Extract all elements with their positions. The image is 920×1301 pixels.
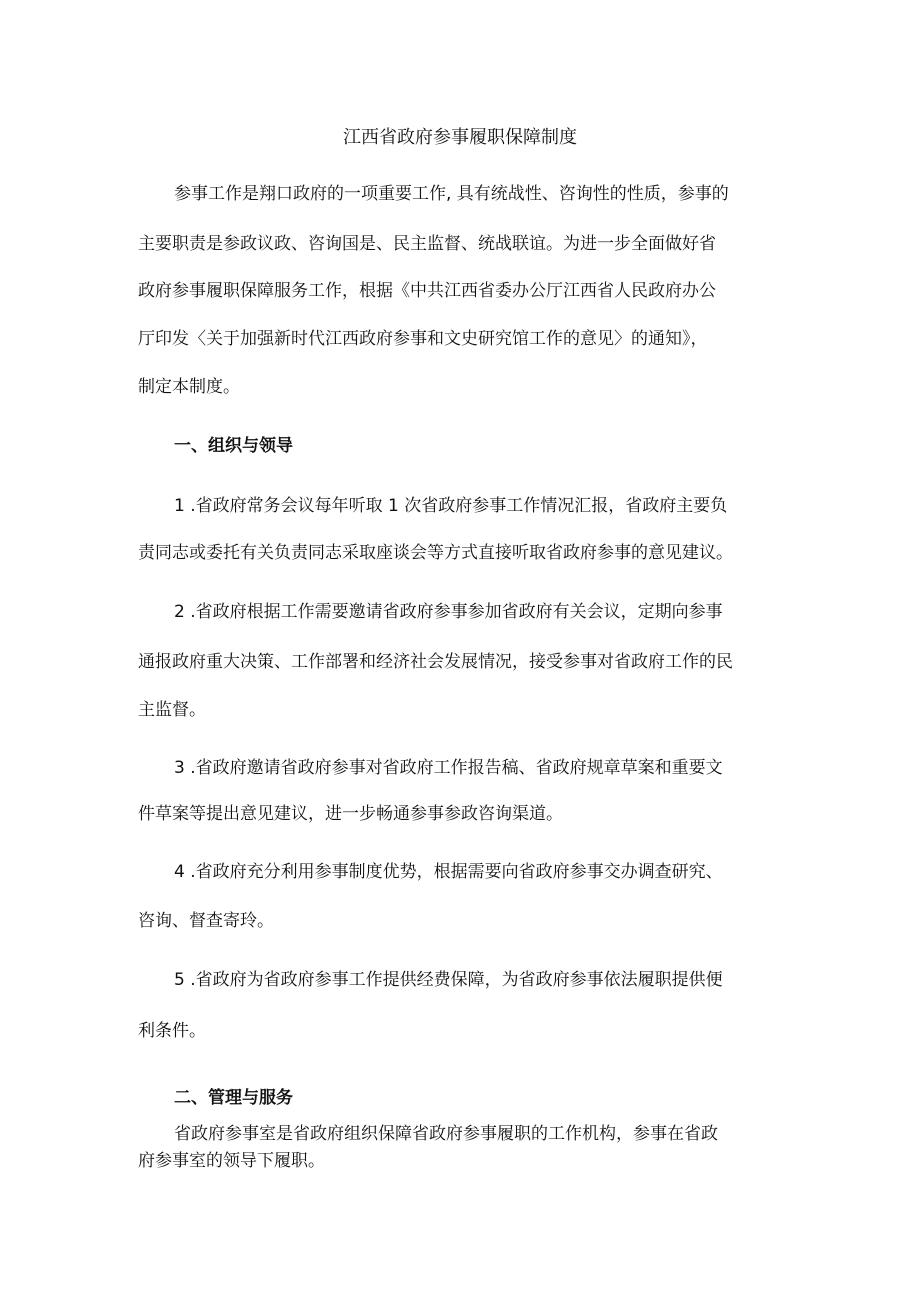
list-item-line: 通报政府重大决策、工作部署和经济社会发展情况，接受参事对省政府工作的民	[138, 652, 733, 672]
paragraph-line: 省政府参事室是省政府组织保障省政府参事履职的工作机构，参事在省政	[174, 1124, 718, 1144]
list-item-line: 1 .省政府常务会议每年听取 1 次省政府参事工作情况汇报，省政府主要负	[174, 496, 728, 516]
intro-line: 制定本制度。	[138, 377, 240, 397]
list-item-line: 主监督。	[138, 700, 206, 720]
list-item-line: 5 .省政府为省政府参事工作提供经费保障，为省政府参事依法履职提供便	[174, 970, 723, 990]
section-heading: 二、管理与服务	[174, 1088, 293, 1108]
section-heading: 一、组织与领导	[174, 436, 293, 456]
list-item-line: 咨询、督查寄玲。	[138, 911, 274, 931]
list-item-line: 3 .省政府邀请省政府参事对省政府工作报告稿、省政府规章草案和重要文	[174, 758, 723, 778]
intro-line: 厅印发〈关于加强新时代江西政府参事和文史研究馆工作的意见〉的通知》，	[138, 329, 708, 349]
intro-line: 政府参事履职保障服务工作，根据《中共江西省委办公厅江西省人民政府办公	[138, 281, 716, 301]
list-item-line: 件草案等提出意见建议，进一步畅通参事参政咨询渠道。	[138, 804, 563, 824]
list-item-line: 4 .省政府充分利用参事制度优势，根据需要向省政府参事交办调查研究、	[174, 862, 723, 882]
list-item-line: 利条件。	[138, 1021, 206, 1041]
intro-line: 参事工作是翔口政府的一项重要工作, 具有统战性、咨询性的性质，参事的	[174, 184, 729, 204]
intro-line: 主要职责是参政议政、咨询国是、民主监督、统战联谊。为进一步全面做好省	[138, 234, 716, 254]
list-item-line: 2 .省政府根据工作需要邀请省政府参事参加省政府有关会议，定期向参事	[174, 602, 723, 622]
paragraph-line: 府参事室的领导下履职。	[138, 1151, 325, 1171]
list-item-line: 责同志或委托有关负责同志采取座谈会等方式直接听取省政府参事的意见建议。	[138, 543, 733, 563]
document-title: 江西省政府参事履职保障制度	[343, 127, 577, 148]
